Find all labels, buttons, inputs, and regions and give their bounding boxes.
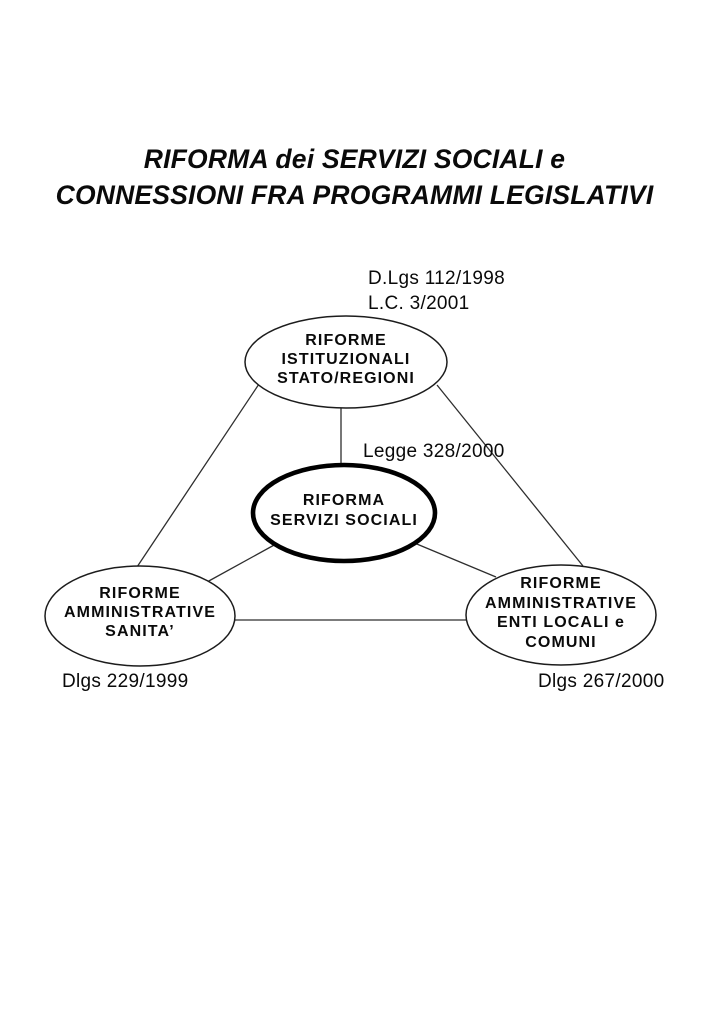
node-bottomleft-line-2: AMMINISTRATIVE [64,604,216,621]
node-bottomright-line-3: ENTI LOCALI e [496,614,626,631]
annotation-dlgs-229-1999: Dlgs 229/1999 [62,671,189,692]
node-bottomright-line-2: AMMINISTRATIVE [485,594,637,612]
annotation-lc-3-2001: L.C. 3/2001 [368,293,470,314]
node-label-riforme-istituzionali [246,331,446,388]
connector-top-to-bottomleft [137,384,259,567]
node-bottomright-line-4: COMUNI [525,633,597,651]
annotation-legge-328-2000: Legge 328/2000 [363,441,505,462]
node-label-riforme-amministrative-enti-locali [468,574,654,652]
title-line-1: RIFORMA dei SERVIZI SOCIALI e [143,144,566,174]
node-label-riforma-servizi-sociali [254,491,434,531]
node-center-line-2: SERVIZI SOCIALI [270,512,418,529]
node-label-riforme-amministrative-sanita [47,584,233,641]
node-bottomright-line-1: RIFORME [520,575,602,592]
node-top-line-2: ISTITUZIONALI [281,351,411,368]
node-top-line-3: STATO/REGIONI [277,370,415,387]
node-bottomleft-line-3: SANITA’ [105,623,175,640]
title-line-2: CONNESSIONI FRA PROGRAMMI LEGISLATIVI [55,180,654,210]
node-top-line-1: RIFORME [305,332,387,349]
node-bottomleft-line-1: RIFORME [99,585,181,602]
node-center-line-1: RIFORMA [302,492,386,509]
connector-top-to-bottomright [437,385,583,566]
annotation-top-laws [368,266,505,316]
connector-center-to-bottomleft [207,544,276,582]
connector-center-to-bottomright [412,542,496,577]
annotation-dlgs-267-2000: Dlgs 267/2000 [538,671,665,692]
annotation-dlgs-112-1998: D.Lgs 112/1998 [368,268,505,289]
